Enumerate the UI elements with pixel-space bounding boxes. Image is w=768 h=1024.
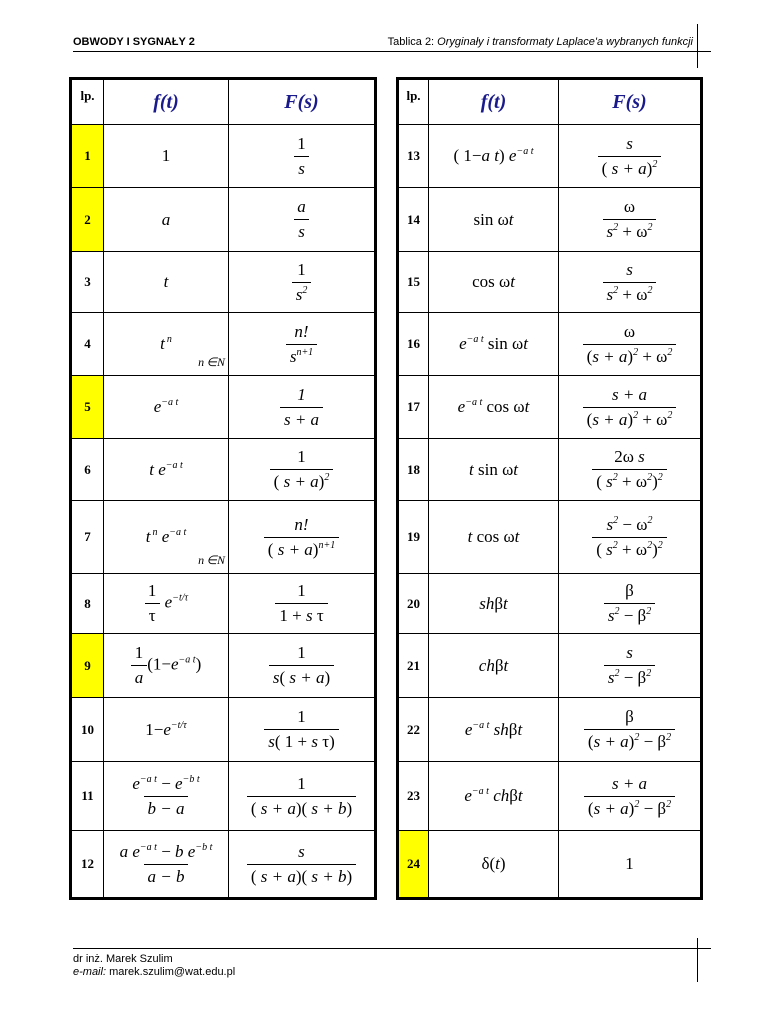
row-lp: 19: [398, 501, 429, 574]
row-ft: ( 1−a t) $e^{-a t}$: [429, 125, 559, 188]
header-fs: F(s): [229, 79, 376, 125]
row-fs: $\frac{n!}{s^{n+1}}$: [229, 313, 376, 376]
row-lp: 10: [71, 698, 104, 762]
transform-table-left: [69, 77, 377, 900]
table-row: [398, 634, 702, 698]
row-lp: 22: [398, 698, 429, 762]
row-ft: $e^{-a t}$ sin ωt: [429, 313, 559, 376]
row-fs: $\frac{s}{s^2 + \omega^2}$: [559, 252, 702, 313]
row-ft: t $^n$ n ∈N: [104, 313, 229, 376]
table-row: [71, 125, 376, 188]
table-row: [398, 574, 702, 634]
header-corner-mark: [697, 24, 698, 68]
table-row: [398, 125, 702, 188]
header-rule: [73, 51, 711, 52]
author: dr inż. Marek Szulim: [73, 953, 173, 965]
row-lp: 3: [71, 252, 104, 313]
row-lp: 2: [71, 188, 104, 252]
table-prefix: Tablica 2:: [387, 36, 438, 48]
row-lp: 13: [398, 125, 429, 188]
table-row: [398, 762, 702, 831]
table-row: [71, 762, 376, 831]
row-lp: 5: [71, 376, 104, 439]
row-lp: 6: [71, 439, 104, 501]
table-header-row: [398, 79, 702, 125]
row-ft: shβt: [429, 574, 559, 634]
table-row: [398, 313, 702, 376]
row-fs: $\frac{\beta}{(s + a)^2 - \beta^2}$: [559, 698, 702, 762]
row-fs: $\frac{1}{s( s + a)}$: [229, 634, 376, 698]
table-row: [398, 831, 702, 899]
row-lp: 20: [398, 574, 429, 634]
footer-corner-mark: [697, 938, 698, 982]
row-fs: $\frac{\text{2ω s}}{( s^2 + \omega^2)^2}$: [559, 439, 702, 501]
row-fs: $\frac{a}{s}$: [229, 188, 376, 252]
row-fs: $\frac{s}{( s + a)( s + b)}$: [229, 831, 376, 899]
table-row: [398, 439, 702, 501]
header-ft: f(t): [429, 79, 559, 125]
table-row: [398, 501, 702, 574]
row-lp: 1: [71, 125, 104, 188]
table-row: [71, 501, 376, 574]
row-lp: 8: [71, 574, 104, 634]
row-ft: t: [104, 252, 229, 313]
table-caption: [388, 36, 693, 48]
row-lp: 24: [398, 831, 429, 899]
row-fs: $\frac{1}{( s + a)( s + b)}$: [229, 762, 376, 831]
row-fs: $\frac{s^2 - \omega^2}{( s^2 + \omega^2)^2}$: [559, 501, 702, 574]
contact: [73, 966, 235, 979]
header-fs: F(s): [559, 79, 702, 125]
table-row: [398, 376, 702, 439]
transform-table-right: [396, 77, 703, 900]
row-ft: sin ωt: [429, 188, 559, 252]
row-fs: $\frac{s}{( s + a)^2}$: [559, 125, 702, 188]
row-ft: δ(t): [429, 831, 559, 899]
table-row: [71, 634, 376, 698]
table-row: [71, 831, 376, 899]
row-lp: 21: [398, 634, 429, 698]
row-ft: t sin ωt: [429, 439, 559, 501]
row-ft: $1-e^{-t/\tau}$: [104, 698, 229, 762]
row-ft: t $e^{-a t}$: [104, 439, 229, 501]
email-address: marek.szulim@wat.edu.pl: [109, 966, 236, 978]
table-row: [71, 188, 376, 252]
row-ft: $e^{-a t}$: [104, 376, 229, 439]
row-ft: chβt: [429, 634, 559, 698]
table-row: [71, 439, 376, 501]
row-fs: $\frac{\omega}{(s + a)^2 + \omega^2}$: [559, 313, 702, 376]
row-ft: $e^{-a t}$ cos ωt: [429, 376, 559, 439]
table-row: [398, 698, 702, 762]
row-lp: 7: [71, 501, 104, 574]
row-lp: 4: [71, 313, 104, 376]
row-ft: cos ωt: [429, 252, 559, 313]
row-ft: $\frac{1}{\tau}$ $e^{-t/\tau}$: [104, 574, 229, 634]
table-row: [71, 698, 376, 762]
row-lp: 17: [398, 376, 429, 439]
footer-rule: [73, 948, 711, 949]
row-fs: $\frac{1}{\text{s( 1 + s τ)}}$: [229, 698, 376, 762]
footer: [73, 953, 235, 979]
table-row: [71, 376, 376, 439]
row-lp: 16: [398, 313, 429, 376]
row-lp: 23: [398, 762, 429, 831]
table-row: [71, 252, 376, 313]
row-fs: $\frac{s}{s^2 - \beta^2}$: [559, 634, 702, 698]
row-fs: $\frac{\beta}{s^2 - \beta^2}$: [559, 574, 702, 634]
table-row: [71, 574, 376, 634]
row-fs: $\frac{s + a}{(s + a)^2 - \beta^2}$: [559, 762, 702, 831]
table-row: [398, 252, 702, 313]
email-label: e-mail:: [73, 966, 107, 978]
table-row: [398, 188, 702, 252]
row-lp: 11: [71, 762, 104, 831]
row-ft: $\frac{e^{-a t} - e^{-b t}}{b - a}$: [104, 762, 229, 831]
row-ft: $\frac{1}{a}$ $(1-e^{-a t})$: [104, 634, 229, 698]
row-lp: 12: [71, 831, 104, 899]
row-ft: 1: [104, 125, 229, 188]
header-lp: lp.: [398, 79, 429, 125]
row-fs: $\frac{\omega}{s^2 + \omega^2}$: [559, 188, 702, 252]
row-fs: $\frac{1}{\text{1 + s τ}}$: [229, 574, 376, 634]
table-row: [71, 313, 376, 376]
row-lp: 9: [71, 634, 104, 698]
row-lp: 14: [398, 188, 429, 252]
row-ft: $\frac{a e^{-a t} - b e^{-b t}}{a - b}$: [104, 831, 229, 899]
table-header-row: [71, 79, 376, 125]
row-lp: 15: [398, 252, 429, 313]
header-lp: lp.: [71, 79, 104, 125]
row-lp: 18: [398, 439, 429, 501]
table-title: Oryginały i transformaty Laplace'a wybranych funkcji: [437, 36, 693, 48]
row-fs: 1: [559, 831, 702, 899]
row-ft: $e^{-a t}$ shβt: [429, 698, 559, 762]
row-ft: t cos ωt: [429, 501, 559, 574]
row-ft: t $^n$ $e^{-a t}$ n ∈N: [104, 501, 229, 574]
row-fs: $\frac{1}{s^2}$: [229, 252, 376, 313]
row-fs: $\frac{1}{s + a}$: [229, 376, 376, 439]
course-title: OBWODY I SYGNAŁY 2: [73, 36, 195, 48]
row-fs: $\frac{n!}{( s + a)^{n+1}}$: [229, 501, 376, 574]
row-ft: a: [104, 188, 229, 252]
row-fs: $\frac{s + a}{(s + a)^2 + \omega^2}$: [559, 376, 702, 439]
row-fs: $\frac{1}{s}$: [229, 125, 376, 188]
row-fs: $\frac{1}{( s + a)^2}$: [229, 439, 376, 501]
row-ft: $e^{-a t}$ chβt: [429, 762, 559, 831]
header-ft: f(t): [104, 79, 229, 125]
